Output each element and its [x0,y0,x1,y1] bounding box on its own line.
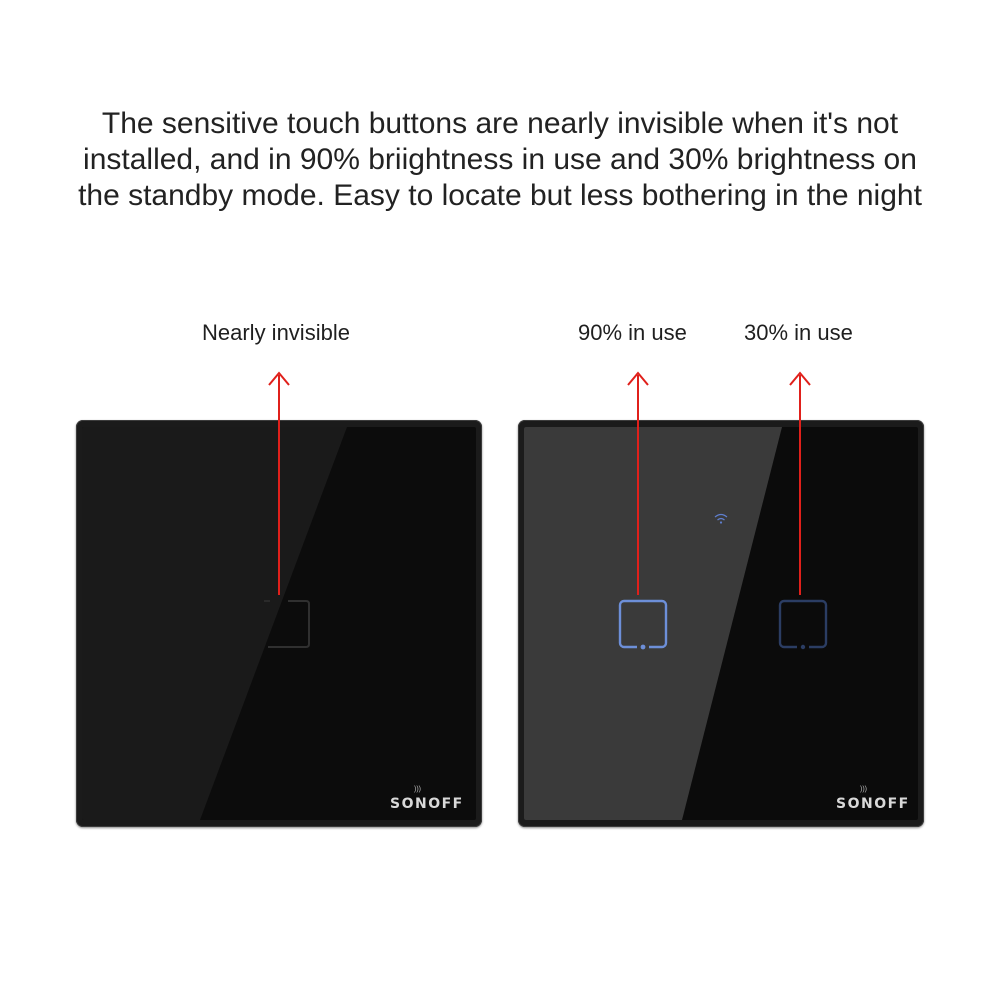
sonoff-logo: SONOFF [836,796,910,812]
label-nearly-invisible: Nearly invisible [202,320,350,345]
glass-surface [524,427,918,820]
glass-reflection [82,427,476,820]
switch-panel-not-installed [76,420,482,827]
label-90-in-use: 90% in use [578,320,687,345]
headline-line-3: the standby mode. Easy to locate but less bothering in the night [78,179,922,212]
wave-icon: ))) [860,786,867,793]
glass-reflection [524,427,918,820]
wave-icon: ))) [414,786,421,793]
headline [20,106,980,214]
headline-line-2: installed, and in 90% briightness in use and 30% brightness on [83,143,917,176]
glass-surface [82,427,476,820]
headline-line-1: The sensitive touch buttons are nearly invisible when it's not [101,107,899,140]
label-30-in-use: 30% in use [744,320,853,345]
switch-panel-in-use [518,420,924,827]
sonoff-logo: SONOFF [390,796,464,812]
